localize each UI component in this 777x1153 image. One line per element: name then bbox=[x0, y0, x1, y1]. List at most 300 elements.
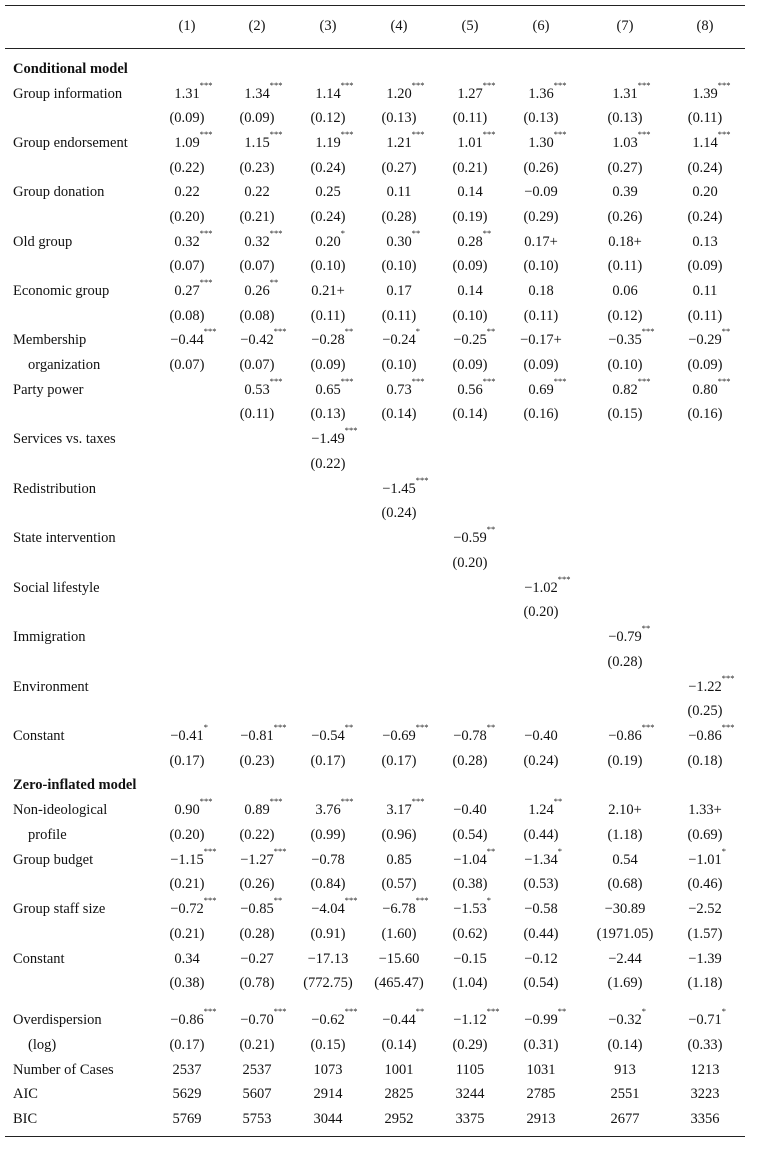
table-row bbox=[0, 156, 777, 180]
table-cell bbox=[665, 1033, 745, 1057]
table-cell bbox=[217, 279, 297, 303]
cell-value bbox=[173, 1111, 202, 1127]
table-cell bbox=[501, 304, 581, 328]
table-cell bbox=[585, 1008, 665, 1032]
table-cell bbox=[665, 378, 745, 402]
table-cell bbox=[147, 947, 227, 971]
coefficient: 0.39 bbox=[612, 184, 638, 200]
coefficient: 2551 bbox=[610, 1086, 640, 1102]
coefficient: −0.72 bbox=[170, 901, 204, 917]
coefficient: 0.28 bbox=[457, 234, 483, 250]
coefficient: (0.21) bbox=[239, 1037, 275, 1053]
cell-value bbox=[239, 926, 274, 942]
table-cell bbox=[585, 823, 665, 847]
coefficient: 2537 bbox=[242, 1062, 272, 1078]
table-cell bbox=[430, 205, 510, 229]
cell-value bbox=[523, 827, 558, 843]
row-label: Services vs. taxes bbox=[13, 431, 116, 447]
table-row bbox=[0, 304, 777, 328]
coefficient: (0.09) bbox=[687, 357, 723, 373]
coefficient: (0.11) bbox=[239, 406, 275, 422]
cell-value bbox=[693, 283, 718, 299]
coefficient: 1.27 bbox=[457, 86, 483, 102]
coefficient: (0.46) bbox=[687, 876, 723, 892]
cell-value bbox=[691, 1086, 720, 1102]
significance-stars: *** bbox=[717, 376, 731, 386]
significance-stars: *** bbox=[482, 129, 496, 139]
coefficient: (0.07) bbox=[169, 258, 205, 274]
table-cell bbox=[665, 279, 745, 303]
table-cell bbox=[430, 897, 510, 921]
coefficient: (0.17) bbox=[381, 753, 417, 769]
row-label: Group information bbox=[13, 86, 123, 102]
cell-value bbox=[169, 357, 204, 373]
cell-value bbox=[310, 357, 345, 373]
cell-value bbox=[607, 406, 642, 422]
coefficient: 0.53 bbox=[244, 382, 270, 398]
table-cell bbox=[430, 1107, 510, 1131]
cell-value bbox=[386, 129, 425, 151]
table-cell bbox=[217, 1082, 297, 1106]
table-cell bbox=[288, 131, 368, 155]
coefficient: (0.29) bbox=[523, 209, 559, 225]
row-label: Environment bbox=[13, 679, 89, 695]
significance-stars: *** bbox=[340, 129, 354, 139]
table-row bbox=[0, 328, 777, 352]
table-cell bbox=[288, 1058, 368, 1082]
significance-stars: *** bbox=[411, 129, 425, 139]
table-cell bbox=[665, 1082, 745, 1106]
coefficient: (772.75) bbox=[303, 975, 353, 991]
table-cell bbox=[585, 872, 665, 896]
coefficient: (0.54) bbox=[523, 975, 559, 991]
cell-value bbox=[382, 475, 429, 497]
coefficient: 3.76 bbox=[315, 802, 341, 818]
table-cell bbox=[288, 328, 368, 352]
coefficient: (0.09) bbox=[169, 110, 205, 126]
cell-value bbox=[315, 80, 354, 102]
table-cell bbox=[147, 971, 227, 995]
cell-value bbox=[311, 283, 345, 299]
coefficient: (0.24) bbox=[381, 505, 417, 521]
coefficient: −1.34 bbox=[524, 852, 558, 868]
cell-value bbox=[524, 951, 558, 967]
table-cell bbox=[359, 501, 439, 525]
coefficient: (0.44) bbox=[523, 926, 559, 942]
cell-value bbox=[244, 277, 279, 299]
table-row bbox=[0, 106, 777, 130]
significance-stars: *** bbox=[344, 1006, 358, 1016]
cell-value bbox=[524, 574, 571, 596]
table-cell bbox=[430, 180, 510, 204]
table-cell bbox=[147, 1107, 227, 1131]
coefficient: 1.01 bbox=[457, 135, 483, 151]
coefficient: −0.79 bbox=[608, 629, 642, 645]
coefficient: 0.11 bbox=[692, 283, 718, 299]
cell-value bbox=[687, 703, 722, 719]
coefficient: 1.21 bbox=[386, 135, 412, 151]
table-cell bbox=[288, 823, 368, 847]
cell-value bbox=[692, 376, 731, 398]
cell-value bbox=[174, 951, 199, 967]
table-cell bbox=[217, 947, 297, 971]
table-cell bbox=[430, 922, 510, 946]
coefficient: (0.68) bbox=[607, 876, 643, 892]
table-cell bbox=[430, 82, 510, 106]
table-cell bbox=[585, 922, 665, 946]
table-row bbox=[0, 131, 777, 155]
cell-value bbox=[607, 110, 642, 126]
table-cell bbox=[501, 600, 581, 624]
coefficient: 1.33+ bbox=[688, 802, 722, 818]
coefficient: (0.26) bbox=[607, 209, 643, 225]
table-cell bbox=[430, 551, 510, 575]
table-cell bbox=[288, 180, 368, 204]
significance-stars: *** bbox=[553, 129, 567, 139]
coefficient: 1.09 bbox=[174, 135, 200, 151]
table-row bbox=[0, 427, 777, 451]
coefficient: (0.09) bbox=[452, 357, 488, 373]
significance-stars: ** bbox=[269, 277, 279, 287]
cell-value bbox=[612, 283, 637, 299]
cell-value bbox=[452, 258, 487, 274]
coefficient: (0.24) bbox=[687, 209, 723, 225]
coefficient: (0.22) bbox=[169, 160, 205, 176]
coefficient: −0.42 bbox=[240, 332, 274, 348]
significance-stars: *** bbox=[553, 80, 567, 90]
table-cell bbox=[501, 328, 581, 352]
cell-value bbox=[524, 1006, 567, 1028]
cell-value bbox=[244, 129, 283, 151]
cell-value bbox=[374, 975, 424, 991]
table-cell bbox=[147, 131, 227, 155]
table-cell bbox=[288, 402, 368, 426]
coefficient: 2677 bbox=[610, 1111, 640, 1127]
coefficient: (1.57) bbox=[687, 926, 723, 942]
cell-value bbox=[314, 1086, 343, 1102]
cell-value bbox=[687, 876, 722, 892]
coefficient: 0.20 bbox=[315, 234, 341, 250]
cell-value bbox=[386, 852, 411, 868]
coefficient: 0.22 bbox=[244, 184, 270, 200]
coefficient: −0.32 bbox=[608, 1012, 642, 1028]
coefficient: (0.10) bbox=[523, 258, 559, 274]
coefficient: 1213 bbox=[690, 1062, 720, 1078]
coefficient: (0.33) bbox=[687, 1037, 723, 1053]
table-cell bbox=[501, 897, 581, 921]
cell-value bbox=[381, 753, 416, 769]
coefficient: 0.17+ bbox=[524, 234, 558, 250]
cell-value bbox=[607, 308, 642, 324]
table-cell bbox=[217, 131, 297, 155]
cell-value bbox=[692, 80, 731, 102]
table-cell bbox=[430, 156, 510, 180]
coefficient: (1.18) bbox=[687, 975, 723, 991]
coefficient: −0.44 bbox=[170, 332, 204, 348]
table-cell bbox=[430, 749, 510, 773]
table-cell bbox=[585, 106, 665, 130]
cell-value bbox=[607, 209, 642, 225]
table-cell bbox=[217, 353, 297, 377]
column-header: (2) bbox=[248, 18, 266, 34]
table-cell bbox=[147, 254, 227, 278]
table-cell bbox=[288, 749, 368, 773]
cell-value bbox=[385, 1111, 414, 1127]
table-cell bbox=[665, 131, 745, 155]
cell-value bbox=[381, 357, 416, 373]
table-cell bbox=[665, 848, 745, 872]
cell-value bbox=[457, 376, 496, 398]
cell-value bbox=[169, 308, 204, 324]
table-cell bbox=[217, 156, 297, 180]
coefficient: −0.12 bbox=[524, 951, 558, 967]
cell-value bbox=[608, 722, 655, 744]
cell-value bbox=[524, 234, 558, 250]
cell-value bbox=[452, 209, 487, 225]
table-cell bbox=[217, 1058, 297, 1082]
significance-stars: *** bbox=[203, 895, 217, 905]
cell-value bbox=[687, 827, 722, 843]
cell-value bbox=[457, 80, 496, 102]
row-label: Membership bbox=[13, 332, 87, 348]
cell-value bbox=[453, 1006, 500, 1028]
cell-value bbox=[381, 258, 416, 274]
table-cell bbox=[359, 230, 439, 254]
table-cell bbox=[501, 848, 581, 872]
cell-value bbox=[687, 975, 722, 991]
cell-value bbox=[315, 376, 354, 398]
table-row bbox=[0, 699, 777, 723]
cell-value bbox=[310, 406, 345, 422]
cell-value bbox=[608, 802, 642, 818]
significance-stars: *** bbox=[269, 796, 283, 806]
table-cell bbox=[665, 205, 745, 229]
table-cell bbox=[147, 304, 227, 328]
coefficient: (0.18) bbox=[687, 753, 723, 769]
table-cell bbox=[501, 180, 581, 204]
row-label: (log) bbox=[28, 1037, 57, 1053]
table-cell bbox=[359, 724, 439, 748]
table-cell bbox=[665, 304, 745, 328]
table-cell bbox=[501, 106, 581, 130]
cell-value bbox=[239, 209, 274, 225]
coefficient: 3356 bbox=[690, 1111, 720, 1127]
coefficient: (0.84) bbox=[310, 876, 346, 892]
significance-stars: * bbox=[721, 846, 727, 856]
coefficient: (0.20) bbox=[452, 555, 488, 571]
coefficient: 0.22 bbox=[174, 184, 200, 200]
table-cell bbox=[665, 402, 745, 426]
table-cell bbox=[359, 378, 439, 402]
cell-value bbox=[453, 895, 492, 917]
coefficient: −0.69 bbox=[382, 728, 416, 744]
significance-stars: *** bbox=[203, 326, 217, 336]
table-cell bbox=[501, 1082, 581, 1106]
coefficient: (0.17) bbox=[169, 753, 205, 769]
coefficient: −0.35 bbox=[608, 332, 642, 348]
cell-value bbox=[303, 975, 353, 991]
table-cell bbox=[217, 205, 297, 229]
cell-value bbox=[170, 326, 217, 348]
coefficient: −0.17+ bbox=[520, 332, 562, 348]
cell-value bbox=[691, 1062, 720, 1078]
cell-value bbox=[239, 753, 274, 769]
coefficient: (0.13) bbox=[381, 110, 417, 126]
cell-value bbox=[687, 209, 722, 225]
table-cell bbox=[288, 156, 368, 180]
table-cell bbox=[147, 872, 227, 896]
cell-value bbox=[528, 796, 563, 818]
coefficient: (0.08) bbox=[239, 308, 275, 324]
coefficient: −6.78 bbox=[382, 901, 416, 917]
significance-stars: *** bbox=[637, 129, 651, 139]
table-cell bbox=[585, 180, 665, 204]
table-cell bbox=[147, 897, 227, 921]
cell-value bbox=[523, 110, 558, 126]
table-cell bbox=[585, 82, 665, 106]
cell-value bbox=[174, 228, 213, 250]
table-cell bbox=[359, 971, 439, 995]
cell-value bbox=[457, 283, 482, 299]
cell-value bbox=[688, 722, 735, 744]
table-cell bbox=[359, 82, 439, 106]
coefficient: −0.54 bbox=[311, 728, 345, 744]
table-cell bbox=[665, 180, 745, 204]
cell-value bbox=[607, 975, 642, 991]
cell-value bbox=[453, 846, 496, 868]
table-row bbox=[0, 897, 777, 921]
cell-value bbox=[607, 357, 642, 373]
coefficient: (0.22) bbox=[310, 456, 346, 472]
coefficient: 3375 bbox=[455, 1111, 485, 1127]
significance-stars: *** bbox=[415, 475, 429, 485]
cell-value bbox=[173, 1062, 202, 1078]
coefficient: (0.07) bbox=[239, 258, 275, 274]
table-cell bbox=[430, 1082, 510, 1106]
table-cell bbox=[501, 947, 581, 971]
table-cell bbox=[585, 131, 665, 155]
table-cell bbox=[359, 205, 439, 229]
cell-value bbox=[310, 110, 345, 126]
cell-value bbox=[524, 846, 563, 868]
table-cell bbox=[217, 1033, 297, 1057]
coefficient: −1.02 bbox=[524, 580, 558, 596]
table-cell bbox=[147, 205, 227, 229]
coefficient: −1.27 bbox=[240, 852, 274, 868]
table-cell bbox=[217, 328, 297, 352]
cell-value bbox=[453, 326, 496, 348]
cell-value bbox=[386, 376, 425, 398]
coefficient: 0.18+ bbox=[608, 234, 642, 250]
table-cell bbox=[147, 1082, 227, 1106]
coefficient: (0.28) bbox=[381, 209, 417, 225]
cell-value bbox=[386, 80, 425, 102]
cell-value bbox=[523, 876, 558, 892]
cell-value bbox=[243, 1062, 272, 1078]
table-row bbox=[0, 230, 777, 254]
coefficient: (0.15) bbox=[607, 406, 643, 422]
coefficient: 0.54 bbox=[612, 852, 638, 868]
cell-value bbox=[308, 951, 349, 967]
coefficient: −0.15 bbox=[453, 951, 487, 967]
significance-stars: *** bbox=[199, 228, 213, 238]
table-cell bbox=[665, 106, 745, 130]
coefficient: (0.78) bbox=[239, 975, 275, 991]
coefficient: 2.10+ bbox=[608, 802, 642, 818]
table-cell bbox=[501, 798, 581, 822]
cell-value bbox=[612, 376, 651, 398]
table-cell bbox=[585, 971, 665, 995]
row-label: Group budget bbox=[13, 852, 94, 868]
coefficient: (0.31) bbox=[523, 1037, 559, 1053]
coefficient: (0.10) bbox=[310, 258, 346, 274]
cell-value bbox=[169, 975, 204, 991]
coefficient: 3.17 bbox=[386, 802, 412, 818]
significance-stars: *** bbox=[273, 326, 287, 336]
cell-value bbox=[381, 505, 416, 521]
coefficient: −0.58 bbox=[524, 901, 558, 917]
coefficient: (0.14) bbox=[607, 1037, 643, 1053]
column-header: (5) bbox=[461, 18, 479, 34]
cell-value bbox=[169, 926, 204, 942]
significance-stars: *** bbox=[641, 722, 655, 732]
table-cell bbox=[430, 254, 510, 278]
significance-stars: *** bbox=[721, 673, 735, 683]
cell-value bbox=[608, 234, 642, 250]
table-cell bbox=[288, 1082, 368, 1106]
coefficient: (0.21) bbox=[169, 876, 205, 892]
cell-value bbox=[169, 160, 204, 176]
coefficient: −1.53 bbox=[453, 901, 487, 917]
coefficient: (0.23) bbox=[239, 753, 275, 769]
significance-stars: *** bbox=[482, 80, 496, 90]
cell-value bbox=[315, 228, 345, 250]
cell-value bbox=[457, 129, 496, 151]
table-cell bbox=[665, 1058, 745, 1082]
table-cell bbox=[665, 230, 745, 254]
table-cell bbox=[501, 156, 581, 180]
table-cell bbox=[288, 724, 368, 748]
coefficient: −0.78 bbox=[453, 728, 487, 744]
coefficient: −0.44 bbox=[382, 1012, 416, 1028]
column-header: (3) bbox=[319, 18, 337, 34]
table-row bbox=[0, 205, 777, 229]
cell-value bbox=[381, 160, 416, 176]
cell-value bbox=[173, 1086, 202, 1102]
coefficient: 1.14 bbox=[315, 86, 341, 102]
table-cell bbox=[430, 724, 510, 748]
cell-value bbox=[688, 846, 727, 868]
coefficient: (0.24) bbox=[687, 160, 723, 176]
row-label: Party power bbox=[13, 382, 84, 398]
coefficient: −0.40 bbox=[453, 802, 487, 818]
coefficient: (0.38) bbox=[169, 975, 205, 991]
cell-value bbox=[520, 332, 562, 348]
significance-stars: ** bbox=[641, 623, 651, 633]
row-label: Non-ideological bbox=[13, 802, 108, 818]
cell-value bbox=[528, 129, 567, 151]
significance-stars: *** bbox=[411, 80, 425, 90]
cell-value bbox=[524, 728, 558, 744]
table-cell bbox=[147, 823, 227, 847]
coefficient: 5607 bbox=[242, 1086, 272, 1102]
cell-value bbox=[239, 1037, 274, 1053]
table-cell bbox=[430, 279, 510, 303]
cell-value bbox=[170, 1006, 217, 1028]
cell-value bbox=[688, 951, 722, 967]
cell-value bbox=[597, 926, 654, 942]
cell-value bbox=[611, 1086, 640, 1102]
